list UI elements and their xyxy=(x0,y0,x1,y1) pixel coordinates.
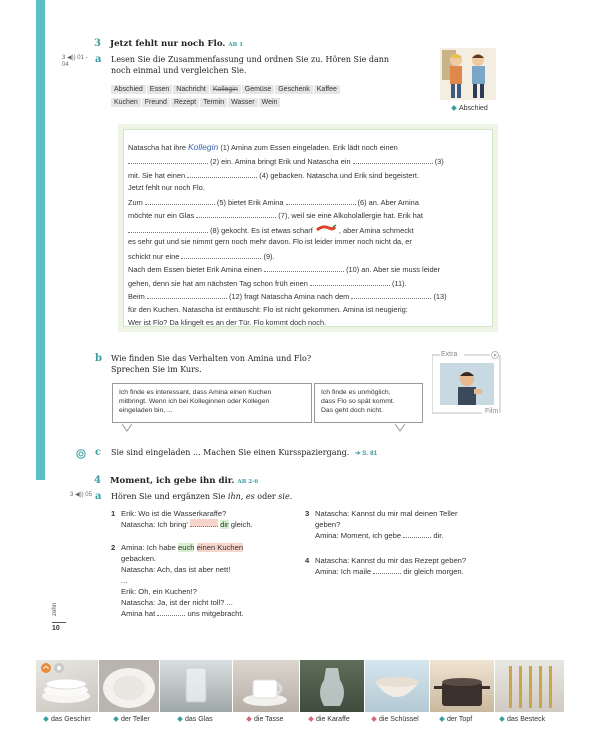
answer-blank-5[interactable] xyxy=(145,197,215,205)
dialogue-line: Natascha: Ja, ist der nicht toll? ... xyxy=(121,598,233,607)
vocab-label: das Geschirr xyxy=(51,716,91,723)
word-chip: Kaffee xyxy=(314,85,340,94)
audio-track-3a[interactable]: 3 ◀)) 01 - 04 xyxy=(62,55,88,68)
page-divider xyxy=(52,622,66,623)
highlight-green: euch xyxy=(178,543,195,552)
text-line-1 xyxy=(128,142,398,152)
exercise-3-title xyxy=(110,39,243,49)
text-segment: (11). xyxy=(391,279,407,288)
photo-glass xyxy=(160,660,232,712)
vocab-caption xyxy=(114,716,150,723)
text-segment: Natascha: Ich bring' xyxy=(121,520,188,529)
text-segment: (6) an. Aber Amina xyxy=(357,198,419,207)
diamond-icon xyxy=(499,716,505,722)
diamond-icon xyxy=(177,716,183,722)
dialogue-2-number: 2 xyxy=(111,543,116,552)
text-segment: Zum xyxy=(128,198,143,207)
text-segment: (5) bietet Erik Amina xyxy=(216,198,284,207)
exercise-3b-letter: b xyxy=(95,353,102,364)
extra-film-box[interactable] xyxy=(432,351,502,415)
vocab-label: der Topf xyxy=(447,716,473,723)
word-box xyxy=(111,84,411,110)
vocab-caption xyxy=(44,716,91,723)
headphones-icon[interactable] xyxy=(40,661,70,677)
word-chip: Geschenk xyxy=(275,85,313,94)
photo-cup xyxy=(233,660,299,712)
bubble-tail-icon xyxy=(122,424,132,434)
instruction-line-1: Lesen Sie die Zusammenfassung und ordnen Sie zu. Hören Sie dann xyxy=(111,55,390,64)
word-chip-used: Kollegin xyxy=(210,85,241,94)
highlight-red: einen Kuchen xyxy=(196,543,244,552)
text-segment: mit. Sie hat einen xyxy=(128,171,186,180)
answer-blank-8[interactable] xyxy=(128,225,208,233)
dialogue-4-number: 4 xyxy=(305,556,310,565)
diamond-icon xyxy=(113,716,119,722)
extra-label: Extra xyxy=(441,351,458,358)
photo-carafe xyxy=(300,660,364,712)
answer-blank-9[interactable] xyxy=(181,251,261,259)
text-segment: Amina: Ich maile xyxy=(315,567,372,576)
instruction-pronoun: sie. xyxy=(278,492,293,501)
page-word: zehn xyxy=(52,602,58,616)
text-segment: (3) xyxy=(434,157,444,166)
dialogue-2 xyxy=(121,542,301,619)
vocab-label: die Schüssel xyxy=(379,716,419,723)
word-row-1 xyxy=(111,84,411,97)
text-line-3 xyxy=(128,170,419,180)
text-line-14: Wer ist Flo? Da klingelt es an der Tür. Flo kommt doch noch. xyxy=(128,318,327,327)
exercise-3c-instruction xyxy=(111,447,377,459)
word-chip: Gemüse xyxy=(242,85,274,94)
instruction-pronouns: ihn, es xyxy=(227,492,255,501)
text-segment: (2) ein. Amina bringt Erik und Natascha ein xyxy=(210,157,351,166)
answer-blank[interactable] xyxy=(157,608,185,616)
answer-blank-4[interactable] xyxy=(187,170,257,178)
answer-blank-11[interactable] xyxy=(310,278,390,286)
text-segment: (7), weil sie eine Alkoholallergie hat. Erik hat xyxy=(278,211,423,220)
dialogue-3-number: 3 xyxy=(305,509,310,518)
text-line-11 xyxy=(128,278,407,288)
exercise-4-title-text: Moment, ich gebe ihn dir. xyxy=(110,476,235,486)
bubble-tail-icon xyxy=(395,424,405,434)
highlight-green: dir xyxy=(220,520,229,529)
photo-bowl xyxy=(365,660,429,712)
vocab-label: das Besteck xyxy=(507,716,546,723)
farewell-illustration xyxy=(440,48,496,100)
text-line-9 xyxy=(128,251,275,261)
instruction-text: oder xyxy=(257,492,276,501)
dialogue-3 xyxy=(315,508,505,541)
photo-plate xyxy=(99,660,159,712)
exercise-4-ab-ref: AB 2-6 xyxy=(237,479,259,485)
dialogue-line: Natascha: Ach, das ist aber nett! xyxy=(121,565,231,574)
vocab-caption xyxy=(500,716,545,723)
exercise-4a-letter: a xyxy=(95,491,102,502)
word-chip: Wein xyxy=(259,98,281,107)
vocab-caption xyxy=(372,716,419,723)
illustration-caption-text: Abschied xyxy=(459,105,488,112)
dialogue-line: gebacken. xyxy=(121,554,157,563)
answer-blank-3[interactable] xyxy=(353,156,433,164)
text-line-5 xyxy=(128,197,419,207)
vocab-label: die Karaffe xyxy=(316,716,350,723)
text-segment: Natascha hat ihre xyxy=(128,143,186,152)
bubble-line: Ich finde es unmöglich, xyxy=(321,389,391,396)
text-segment: (8) gekocht. Es ist etwas scharf xyxy=(210,226,313,235)
answer-blank-2[interactable] xyxy=(128,156,208,164)
chili-icon xyxy=(315,226,337,235)
word-row-2 xyxy=(111,97,411,110)
dialogue-line xyxy=(315,530,505,541)
dialogue-line xyxy=(121,519,291,530)
exercise-3-title-text: Jetzt fehlt nur noch Flo. xyxy=(110,39,226,49)
word-chip: Rezept xyxy=(171,98,199,107)
word-chip: Essen xyxy=(147,85,172,94)
text-segment: (1) Amina zum Essen eingeladen. Erik lädt noch einen xyxy=(220,143,398,152)
speech-bubble-2 xyxy=(314,383,423,423)
text-line-8: es sehr gut und sie nimmt gern noch mehr davon. Flo ist leider immer noch nicht da, er xyxy=(128,237,412,246)
text-line-7 xyxy=(128,224,414,235)
text-segment: Amina: Ich habe xyxy=(121,543,176,552)
text-segment: , aber Amina schmeckt xyxy=(338,226,414,235)
text-segment: Beim xyxy=(128,292,145,301)
answer-blank-12[interactable] xyxy=(147,291,227,299)
group-activity-icon xyxy=(76,449,86,461)
dialogue-line: geben? xyxy=(315,520,341,529)
vocab-caption xyxy=(247,716,283,723)
dialogue-line: ... xyxy=(121,576,128,585)
text-segment: (9). xyxy=(263,252,275,261)
vocab-caption xyxy=(440,716,472,723)
exercise-3-number: 3 xyxy=(94,38,101,49)
diamond-icon xyxy=(308,716,314,722)
text-segment: (13) xyxy=(433,292,447,301)
exercise-4-title xyxy=(110,476,258,486)
vocab-label: das Glas xyxy=(185,716,213,723)
text-segment: Amina hat xyxy=(121,609,156,618)
answer-blank-10[interactable] xyxy=(264,264,344,272)
handwritten-answer: Kollegin xyxy=(188,142,219,152)
dialogue-4 xyxy=(315,555,505,577)
side-bar xyxy=(36,0,45,480)
dialogue-line: Erik: Oh, ein Kuchen!? xyxy=(121,587,197,596)
text-line-10 xyxy=(128,264,440,274)
dialogue-line: Erik: Wo ist die Wasserkaraffe? xyxy=(121,509,227,518)
answer-blank[interactable] xyxy=(373,566,401,574)
word-chip: Nachricht xyxy=(173,85,209,94)
text-segment: dir. xyxy=(433,531,444,540)
bubble-line: dass Flo so spät kommt. xyxy=(321,398,395,405)
exercise-3a-letter: a xyxy=(95,54,102,65)
text-segment: (10) an. Aber sie muss leider xyxy=(346,265,441,274)
bubble-line: eingeladen bin, ... xyxy=(119,407,173,414)
text-line-4: Jetzt fehlt nur noch Flo. xyxy=(128,183,205,192)
answer-blank-6[interactable] xyxy=(286,197,356,205)
text-line-12 xyxy=(128,291,447,301)
text-segment: dir gleich morgen. xyxy=(403,567,464,576)
page-reference-link[interactable]: ➔ S. 81 xyxy=(354,450,378,457)
instruction-text: Hören Sie und ergänzen Sie xyxy=(111,492,226,501)
text-segment: Nach dem Essen bietet Erik Amina einen xyxy=(128,265,262,274)
illustration-caption xyxy=(452,105,488,112)
bubble-line: mitbringt. Wenn ich bei Kolleginnen oder Kollegen xyxy=(119,398,270,405)
dialogue-line: Natascha: Kannst du mir mal deinen Teller xyxy=(315,509,458,518)
answer-blank[interactable] xyxy=(190,519,218,527)
text-segment: Amina: Moment, ich gebe xyxy=(315,531,402,540)
dialogue-line xyxy=(315,566,505,577)
instruction-line-2: Sprechen Sie im Kurs. xyxy=(111,365,202,374)
diamond-icon xyxy=(439,716,445,722)
text-segment: schickt nur eine xyxy=(128,252,180,261)
speech-bubble-1 xyxy=(112,383,312,423)
bubble-line: Ich finde es interessant, dass Amina einen Kuchen xyxy=(119,389,272,396)
photo-pot xyxy=(430,660,494,712)
instruction-line-2: noch einmal und vergleichen Sie. xyxy=(111,66,247,75)
word-chip: Freund xyxy=(142,98,170,107)
vocab-label: die Tasse xyxy=(254,716,284,723)
diamond-icon xyxy=(451,105,457,111)
answer-blank-13[interactable] xyxy=(351,291,431,299)
photo-cutlery xyxy=(495,660,564,712)
exercise-4-number: 4 xyxy=(94,475,101,486)
word-chip: Kuchen xyxy=(111,98,141,107)
audio-track-4a[interactable]: 3 ◀)) 05 xyxy=(70,492,92,498)
word-chip: Abschied xyxy=(111,85,146,94)
vocab-label: der Teller xyxy=(121,716,150,723)
answer-blank[interactable] xyxy=(403,530,431,538)
vocab-caption xyxy=(178,716,213,723)
dialogue-line xyxy=(121,542,301,553)
text-segment: (12) fragt Natascha Amina nach dem xyxy=(228,292,350,301)
dialogue-1-number: 1 xyxy=(111,509,116,518)
page-number: 10 xyxy=(52,625,60,632)
film-label: Film xyxy=(485,408,499,415)
text-segment: (4) gebacken. Natascha und Erik sind begeistert. xyxy=(259,171,420,180)
text-line-6 xyxy=(128,210,423,220)
instruction-text: Sie sind eingeladen ... Machen Sie einen Kursspaziergang. xyxy=(111,448,350,457)
text-segment: möchte nur ein Glas xyxy=(128,211,195,220)
dialogue-1 xyxy=(121,508,291,530)
dialogue-line xyxy=(121,608,301,619)
text-line-2 xyxy=(128,156,444,166)
diamond-icon xyxy=(246,716,252,722)
exercise-3a-instruction xyxy=(111,54,411,76)
text-segment: gehen, denn sie hat am nächsten Tag schon früh einen xyxy=(128,279,308,288)
text-segment: gleich. xyxy=(230,520,253,529)
bubble-line: Das geht doch nicht. xyxy=(321,407,383,414)
diamond-icon xyxy=(371,716,377,722)
text-line-13: für den Kuchen. Natascha ist enttäuscht: Flo ist nicht gekommen. Amina ist neugierig: xyxy=(128,305,408,314)
exercise-3b-instruction xyxy=(111,353,411,375)
dialogue-line: Natascha: Kannst du mir das Rezept geben? xyxy=(315,556,467,565)
answer-blank-7[interactable] xyxy=(196,210,276,218)
exercise-4a-instruction xyxy=(111,491,292,502)
text-segment: uns mitgebracht. xyxy=(187,609,244,618)
exercise-3-ab-ref: AB 1 xyxy=(228,42,244,48)
word-chip: Termin xyxy=(200,98,227,107)
word-chip: Wasser xyxy=(228,98,257,107)
vocab-caption xyxy=(309,716,350,723)
diamond-icon xyxy=(43,716,49,722)
exercise-3c-letter: c xyxy=(95,447,102,458)
instruction-line-1: Wie finden Sie das Verhalten von Amina und Flo? xyxy=(111,354,312,363)
